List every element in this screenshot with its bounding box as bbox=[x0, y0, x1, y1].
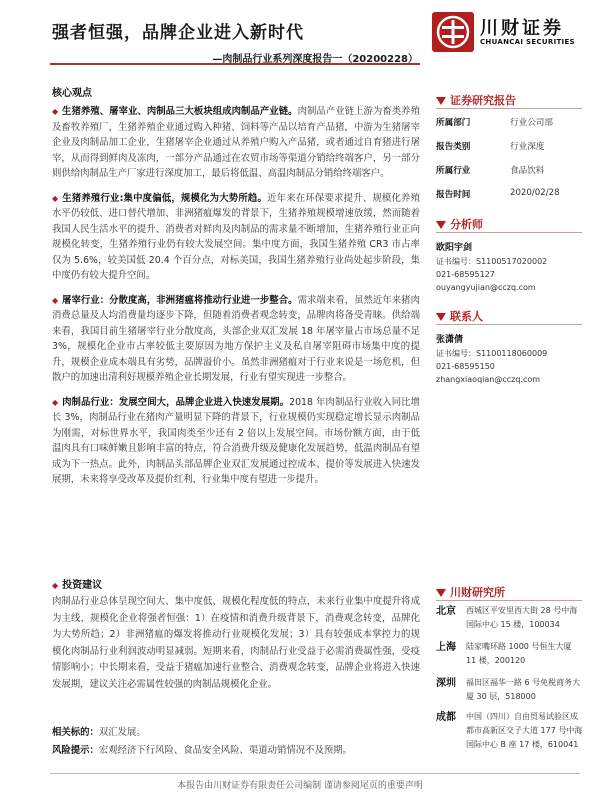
contact-heading: 联系人 bbox=[436, 308, 483, 324]
paragraph bbox=[52, 395, 420, 488]
bullet-icon: ◆ bbox=[52, 581, 59, 590]
triangle-icon bbox=[436, 97, 446, 105]
paragraph bbox=[52, 191, 420, 284]
office-city: 上海 bbox=[436, 642, 456, 653]
section-divider bbox=[436, 324, 582, 325]
paragraph bbox=[52, 104, 420, 182]
contact-info: 张潇倩 证书编号：S1100118060009 021-68595150 zhangxiaoqian@cczq.com bbox=[436, 335, 548, 384]
office-city: 成都 bbox=[436, 712, 456, 723]
report-title: 强者恒强，品牌企业进入新时代 bbox=[52, 23, 304, 43]
research-institute-heading: 川财研究所 bbox=[436, 584, 505, 600]
paragraph-text: 2018 年肉制品行业收入同比增长 3%，肉制品行业在猪肉产量明显下降的背景下，行业规模仍实现稳定增长显示肉制品为刚需，对标世界水平，我国肉类至少还有 2 倍以上发展空间。市场份额方面，由于低温肉具有口味鲜嫩且影响丰富的特点，符合消费升级及健康化发展趋势，低温肉制品有望成为下一热点。此外，肉制品头部品牌企业双汇发展通过控成本、提价等发展进入快速发展期，未来将享受改革及提价红利，行业集中度有望进一步提升。 bbox=[52, 396, 420, 485]
risk-warning: 风险提示：宏观经济下行风险、食品安全风险、渠道动销情况不及预期。 bbox=[52, 745, 353, 756]
triangle-icon bbox=[436, 221, 446, 229]
bullet-icon: ◆ bbox=[52, 107, 59, 116]
bullet-icon: ◆ bbox=[52, 397, 59, 407]
paragraph-lead: 生猪养殖行业:集中度偏低，规模化为大势所趋。 bbox=[62, 192, 268, 204]
title-divider bbox=[50, 63, 420, 65]
paragraph-lead: 肉制品行业：发展空间大，品牌企业进入快速发展期。 bbox=[62, 396, 290, 408]
paragraph-text: 近年来在环保要求提升、规模化养殖水平仍较低、进口替代增加、非洲猪瘟爆发的背景下，生猪养殖规模增速放缓，然而随着我国人民生活水平的提升、消费者对鲜肉及肉制品的需求量不断增加，生猪养殖行业正向规模化转变，生猪养殖行业仍有较大发展空间。集中度方面，我国生猪养殖 CR3 市占率仅为 5.6%，较美国低 20.4 个百分点，对标美国，我国生猪养殖行业尚处起步阶段，集中度仍有较大提升空间。 bbox=[52, 192, 420, 281]
paragraph-lead: 生猪养殖、屠宰业、肉制品三大板块组成肉制品产业链。 bbox=[62, 106, 298, 117]
section-divider bbox=[436, 232, 582, 233]
investment-text: 肉制品行业总体呈现空间大、集中度低、规模化程度低的特点，未来行业集中度提升将成为主线，规模化企业将强者恒强：1）在疫情和消费升级背景下，消费观念转变，品牌化为大势所趋；2）非洲猪瘟的爆发将推动行业规模化发展；3）具有较强成本掌控力的规模化肉制品行业利润波动明显减弱。短期来看，肉制品行业受益于必需消费属性强，受疫情影响小；中长期来看，受益于猪瘟加速行业整合、消费观念转变，品牌企业将进入快速发展期，建议关注必需属性较强的肉制品规模化企业。 bbox=[52, 596, 420, 690]
logo-text-en: CHUANCAI SECURITIES bbox=[480, 38, 575, 46]
investment-heading: ◆ 投资建议 bbox=[52, 580, 103, 591]
paragraph-lead: 屠宰行业：分散度高，非洲猪瘟将推动行业进一步整合。 bbox=[62, 294, 298, 306]
related-targets: 相关标的：双汇发展。 bbox=[52, 727, 146, 738]
bullet-icon: ◆ bbox=[52, 295, 59, 305]
triangle-icon bbox=[436, 589, 446, 597]
office-address: 陆家嘴环路 1000 号恒生大厦 11 楼，200120 bbox=[466, 642, 572, 665]
section-divider bbox=[436, 108, 582, 109]
paragraph-text: 需求端来看，虽然近年来猪肉消费总量及人均消费量均逐步下降，但随着消费者观念转变，品牌肉将备受青睐。供给端来看，我国目前生猪屠宰行业分散度高，头部企业双汇发展 18 年屠宰量占市场总量不足 3%，规模化企业市占率较低主要原因为地方保护主义及私自屠宰阻碍市场集中度的提升，规模企业成本端具有劣势，品牌溢价小。虽然非洲猪瘟对于行业来说是一场危机，但散户的加速出清利好规模养殖企业长期发展，行业有望实现进一步整合。 bbox=[52, 294, 420, 383]
footer-disclaimer: 本报告由川财证券有限责任公司编制 谨请参阅尾页的重要声明 bbox=[177, 781, 423, 791]
office-address: 中国（四川）自由贸易试验区成都市高新区交子大道 177 号中海国际中心 B 座 17 楼，610041 bbox=[466, 712, 583, 749]
logo-text-cn: 川财证券 bbox=[480, 18, 564, 39]
company-logo bbox=[432, 12, 582, 52]
logo-mark-icon bbox=[432, 12, 474, 52]
triangle-icon bbox=[436, 313, 446, 321]
footer-divider bbox=[50, 773, 580, 774]
report-subtitle: —肉制品行业系列深度报告一（20200228） bbox=[212, 54, 418, 65]
paragraph bbox=[52, 293, 420, 386]
analyst-info: 欧阳宇剑 证书编号：S1100517020002 021-68595127 ouyangyujian@cczq.com bbox=[436, 243, 548, 292]
paragraph-text: 肉制品产业链上游为畜类养殖及畜牧养殖厂，生猪养殖企业通过购入种猪、饲料等产品以培育产品猪，中游为生猪屠宰企业及肉制品加工企业，生猪屠宰企业通过从养殖户购入产品猪，或者通过自育猪进行屠宰，从而得到鲜肉及冻肉，一部分产品通过在农贸市场等渠道分销给终端客户，另一部分则供给肉制品生产厂家进行深度加工，最后将低温、高温肉制品分销给终端客户。 bbox=[52, 106, 420, 179]
core-paragraphs bbox=[52, 104, 420, 497]
office-city: 北京 bbox=[436, 606, 456, 617]
report-type-heading: 证券研究报告 bbox=[436, 92, 516, 108]
section-divider bbox=[436, 600, 582, 601]
bullet-icon: ◆ bbox=[52, 193, 59, 203]
core-views-heading: 核心观点 bbox=[52, 88, 92, 99]
analyst-heading: 分析师 bbox=[436, 216, 483, 232]
office-address: 西城区平安里西大街 28 号中海国际中心 15 楼，100034 bbox=[466, 606, 578, 629]
office-address: 福田区福华一路 6 号免税商务大厦 30 层，518000 bbox=[466, 678, 581, 701]
office-city: 深圳 bbox=[436, 678, 456, 689]
